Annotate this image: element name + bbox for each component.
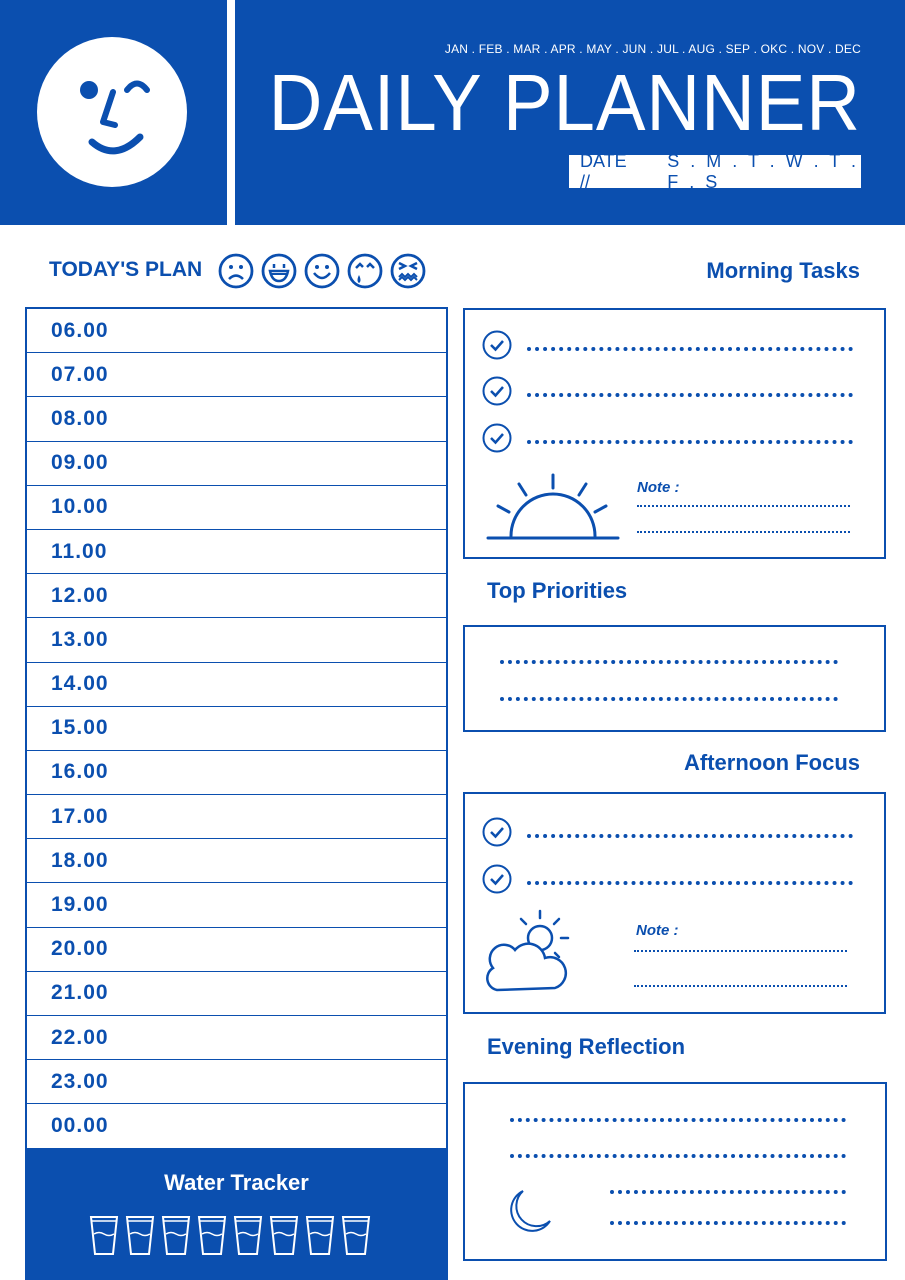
task-line[interactable] — [527, 347, 853, 351]
time-label: 11.00 — [51, 539, 108, 563]
time-slot-row[interactable] — [27, 1060, 446, 1104]
time-slot-row[interactable] — [27, 353, 446, 397]
water-cup-icon[interactable] — [305, 1214, 335, 1260]
time-label: 19.00 — [51, 893, 109, 917]
task-line[interactable] — [527, 834, 853, 838]
time-label: 08.00 — [51, 406, 109, 430]
time-label: 14.00 — [51, 672, 109, 696]
time-label: 12.00 — [51, 583, 109, 607]
date-field[interactable] — [569, 150, 861, 192]
reflection-line[interactable] — [610, 1221, 846, 1225]
time-label: 10.00 — [51, 495, 109, 519]
time-label: 21.00 — [51, 981, 109, 1005]
water-tracker — [25, 1150, 448, 1280]
morning-note-line[interactable] — [637, 505, 850, 507]
time-slot-row[interactable] — [27, 795, 446, 839]
time-slot-row[interactable] — [27, 883, 446, 927]
time-slot-row[interactable] — [27, 530, 446, 574]
reflection-line[interactable] — [510, 1118, 846, 1122]
time-label: 06.00 — [51, 318, 109, 342]
water-cup-icon[interactable] — [89, 1214, 119, 1260]
morning-tasks-title: Morning Tasks — [706, 258, 860, 283]
time-label: 09.00 — [51, 451, 109, 475]
afternoon-note-label: Note : — [636, 922, 679, 939]
water-cup-icon[interactable] — [269, 1214, 299, 1260]
checkmark-circle-icon[interactable] — [482, 423, 512, 453]
checkmark-circle-icon[interactable] — [482, 817, 512, 847]
task-line[interactable] — [527, 393, 853, 397]
reflection-line[interactable] — [510, 1154, 846, 1158]
water-cup-icon[interactable] — [233, 1214, 263, 1260]
checkmark-circle-icon[interactable] — [482, 330, 512, 360]
water-tracker-title: Water Tracker — [164, 1170, 309, 1195]
afternoon-focus-title: Afternoon Focus — [684, 750, 860, 775]
cloudy-sun-icon — [485, 908, 570, 994]
time-label: 07.00 — [51, 362, 109, 386]
time-slot-row[interactable] — [27, 839, 446, 883]
morning-note-line[interactable] — [637, 531, 850, 533]
time-slot-row[interactable] — [27, 663, 446, 707]
time-slot-row[interactable] — [27, 442, 446, 486]
time-slot-row[interactable] — [27, 972, 446, 1016]
top-priorities-box — [463, 625, 886, 732]
sunrise-icon — [486, 470, 621, 542]
priority-line[interactable] — [500, 697, 838, 701]
water-cup-icon[interactable] — [341, 1214, 371, 1260]
time-slot-row[interactable] — [27, 309, 446, 353]
time-slot-row[interactable] — [27, 751, 446, 795]
time-slot-row[interactable] — [27, 397, 446, 441]
task-line[interactable] — [527, 440, 853, 444]
water-cup-icon[interactable] — [197, 1214, 227, 1260]
weekday-selector[interactable]: S . M . T . W . T . F . S — [667, 150, 859, 192]
moon-icon — [505, 1188, 553, 1236]
task-line[interactable] — [527, 881, 853, 885]
time-label: 18.00 — [51, 848, 109, 872]
time-label: 15.00 — [51, 716, 109, 740]
smiling-face-icon[interactable] — [304, 253, 340, 289]
time-label: 23.00 — [51, 1069, 109, 1093]
priority-line[interactable] — [500, 660, 838, 664]
time-label: 16.00 — [51, 760, 109, 784]
laughing-face-icon[interactable] — [261, 253, 297, 289]
time-label: 00.00 — [51, 1114, 109, 1138]
todays-plan-title: TODAY'S PLAN — [49, 258, 203, 281]
sad-face-icon[interactable] — [218, 253, 254, 289]
time-slot-row[interactable] — [27, 618, 446, 662]
top-priorities-title: Top Priorities — [487, 578, 628, 603]
page-title: DAILY PLANNER — [268, 58, 861, 147]
hourly-schedule — [25, 307, 448, 1150]
morning-note-label: Note : — [637, 479, 680, 496]
afternoon-note-line[interactable] — [634, 950, 847, 952]
time-slot-row[interactable] — [27, 1016, 446, 1060]
time-slot-row[interactable] — [27, 707, 446, 751]
time-slot-row[interactable] — [27, 486, 446, 530]
time-slot-row[interactable] — [27, 574, 446, 618]
time-label: 17.00 — [51, 804, 109, 828]
time-label: 13.00 — [51, 627, 109, 651]
evening-reflection-title: Evening Reflection — [487, 1034, 686, 1059]
winking-face-logo-icon — [37, 37, 187, 187]
afternoon-note-line[interactable] — [634, 985, 847, 987]
checkmark-circle-icon[interactable] — [482, 376, 512, 406]
date-label: DATE // — [580, 150, 627, 192]
water-cup-icon[interactable] — [161, 1214, 191, 1260]
water-cup-icon[interactable] — [125, 1214, 155, 1260]
stressed-face-icon[interactable] — [390, 253, 426, 289]
time-label: 22.00 — [51, 1025, 109, 1049]
checkmark-circle-icon[interactable] — [482, 864, 512, 894]
time-slot-row[interactable] — [27, 928, 446, 972]
months-list: JAN . FEB . MAR . APR . MAY . JUN . JUL . AUG . SEP . OKC . NOV . DEC — [444, 42, 861, 56]
time-label: 20.00 — [51, 937, 109, 961]
reflection-line[interactable] — [610, 1190, 846, 1194]
time-slot-row[interactable] — [27, 1104, 446, 1148]
crying-face-icon[interactable] — [347, 253, 383, 289]
